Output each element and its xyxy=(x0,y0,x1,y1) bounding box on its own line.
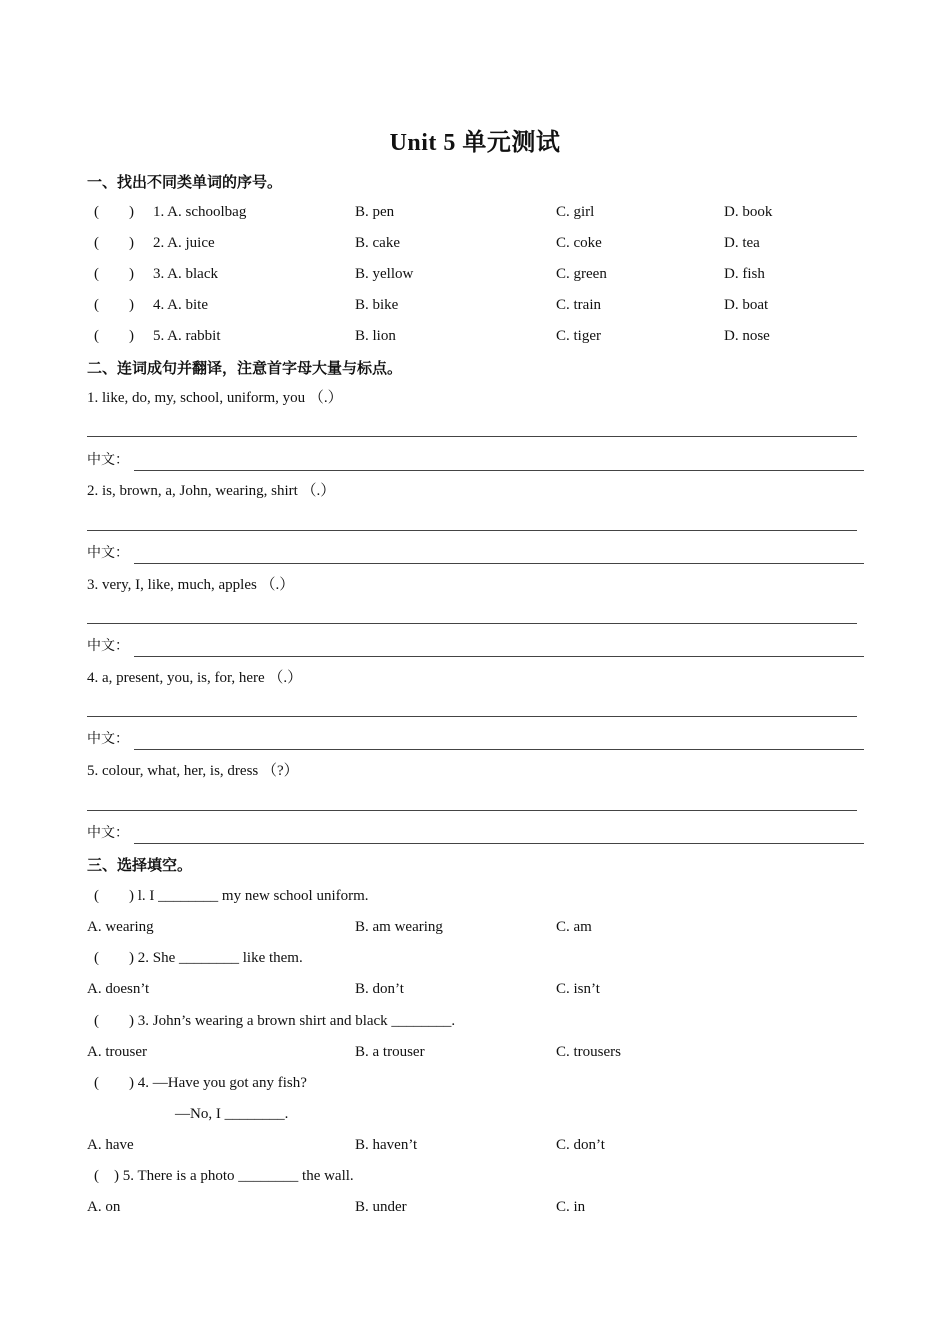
option-b: B. am wearing xyxy=(355,919,443,935)
translation-line[interactable] xyxy=(134,749,864,750)
translation-line[interactable] xyxy=(134,843,864,844)
option-d: D. nose xyxy=(724,328,770,344)
option-a: A. have xyxy=(87,1137,134,1153)
translation-row xyxy=(87,726,864,750)
option-c: C. green xyxy=(556,266,607,282)
question-text: 2. is, brown, a, John, wearing, shirt （.） xyxy=(87,483,336,499)
option-a: 1. A. schoolbag xyxy=(153,204,247,220)
section2-heading: 二、连词成句并翻译，注意首字母大量与标点。 xyxy=(87,359,403,377)
option-c: C. train xyxy=(556,297,601,313)
translation-row xyxy=(87,633,864,657)
answer-paren: ( ) xyxy=(94,297,134,313)
option-c: C. trousers xyxy=(556,1044,621,1060)
translation-label: 中文： xyxy=(87,825,129,841)
option-b: B. bike xyxy=(355,297,399,313)
question-text: 1. like, do, my, school, uniform, you （.） xyxy=(87,390,343,406)
option-a: A. wearing xyxy=(87,919,154,935)
question-text: 5. colour, what, her, is, dress （?） xyxy=(87,763,299,779)
translation-row xyxy=(87,540,864,564)
option-a: 5. A. rabbit xyxy=(153,328,221,344)
option-b: B. don’t xyxy=(355,981,404,997)
option-c: C. am xyxy=(556,919,592,935)
option-d: D. fish xyxy=(724,266,765,282)
option-c: C. coke xyxy=(556,235,602,251)
question-stem: ( ) 3. John’s wearing a brown shirt and black ________. xyxy=(94,1013,456,1029)
option-c: C. isn’t xyxy=(556,981,600,997)
translation-label: 中文： xyxy=(87,545,129,561)
translation-label: 中文： xyxy=(87,731,129,747)
question-stem: ( ) l. I ________ my new school uniform. xyxy=(94,888,369,904)
answer-line[interactable] xyxy=(87,530,857,531)
translation-label: 中文： xyxy=(87,638,129,654)
list-item xyxy=(0,294,950,316)
option-c: C. in xyxy=(556,1199,586,1215)
option-b: B. haven’t xyxy=(355,1137,418,1153)
page-title: Unit 5 单元测试 xyxy=(389,130,561,156)
translation-row xyxy=(87,447,864,471)
question-stem: ( ) 4. —Have you got any fish? xyxy=(94,1075,307,1091)
list-item xyxy=(0,232,950,254)
question-prompt xyxy=(0,760,950,782)
question-stem-reply: —No, I ________. xyxy=(175,1106,289,1122)
translation-line[interactable] xyxy=(134,656,864,657)
answer-line[interactable] xyxy=(87,810,857,811)
answer-paren: ( ) xyxy=(94,235,134,251)
question-stem: ( ) 2. She ________ like them. xyxy=(94,950,303,966)
question-stem: ( ) 5. There is a photo ________ the wall. xyxy=(94,1168,354,1184)
option-a: A. trouser xyxy=(87,1044,147,1060)
question-prompt xyxy=(0,574,950,596)
option-a: 3. A. black xyxy=(153,266,218,282)
translation-label: 中文： xyxy=(87,452,129,468)
option-c: C. tiger xyxy=(556,328,601,344)
option-a: 2. A. juice xyxy=(153,235,215,251)
option-d: D. boat xyxy=(724,297,769,313)
translation-line[interactable] xyxy=(134,563,864,564)
question-text: 3. very, I, like, much, apples （.） xyxy=(87,577,295,593)
option-d: D. tea xyxy=(724,235,760,251)
option-b: B. cake xyxy=(355,235,400,251)
option-c: C. girl xyxy=(556,204,595,220)
question-prompt xyxy=(0,480,950,502)
option-d: D. book xyxy=(724,204,773,220)
list-item xyxy=(0,263,950,285)
answer-paren: ( ) xyxy=(94,328,134,344)
answer-paren: ( ) xyxy=(94,204,134,220)
option-b: B. a trouser xyxy=(355,1044,425,1060)
section1-heading: 一、找出不同类单词的序号。 xyxy=(87,173,283,191)
translation-line[interactable] xyxy=(134,470,864,471)
list-item xyxy=(0,201,950,223)
section3-heading: 三、选择填空。 xyxy=(87,856,193,874)
answer-line[interactable] xyxy=(87,436,857,437)
option-a: A. doesn’t xyxy=(87,981,150,997)
option-b: B. under xyxy=(355,1199,407,1215)
option-a: A. on xyxy=(87,1199,121,1215)
question-prompt xyxy=(0,387,950,409)
answer-line[interactable] xyxy=(87,716,857,717)
answer-paren: ( ) xyxy=(94,266,134,282)
option-c: C. don’t xyxy=(556,1137,605,1153)
option-a: 4. A. bite xyxy=(153,297,208,313)
translation-row xyxy=(87,820,864,844)
option-b: B. yellow xyxy=(355,266,414,282)
option-b: B. lion xyxy=(355,328,396,344)
option-b: B. pen xyxy=(355,204,395,220)
list-item xyxy=(0,325,950,347)
question-prompt xyxy=(0,667,950,689)
answer-line[interactable] xyxy=(87,623,857,624)
question-text: 4. a, present, you, is, for, here （.） xyxy=(87,670,303,686)
